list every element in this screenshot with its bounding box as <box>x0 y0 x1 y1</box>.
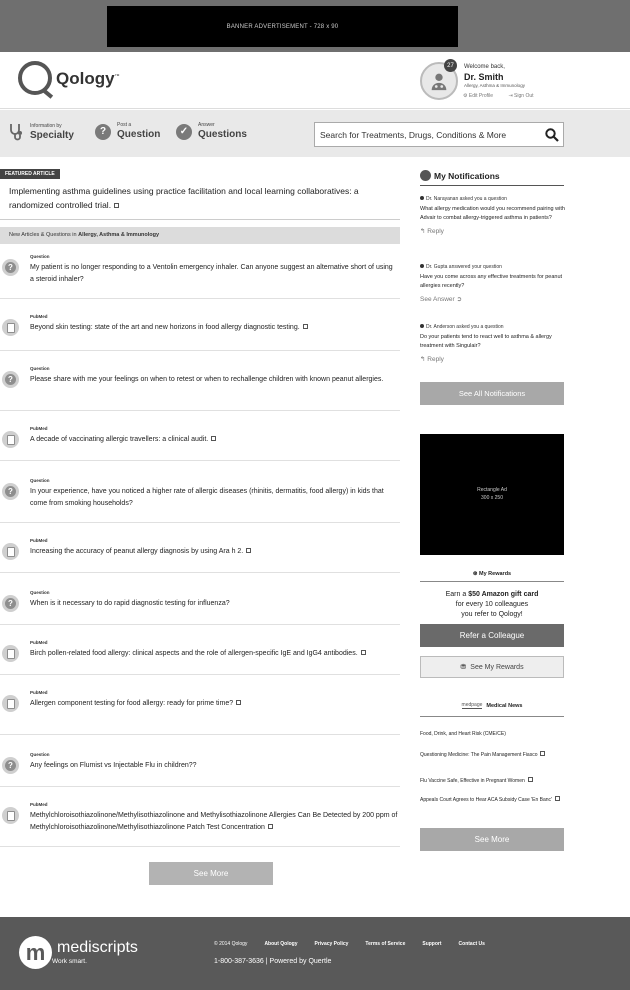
gift-icon: ⛃ <box>460 664 467 671</box>
feed-item-text: Beyond skin testing: state of the art and new horizons in food allergy diagnostic testing. <box>30 324 300 331</box>
divider <box>0 572 400 573</box>
divider <box>0 410 400 411</box>
feed-item-text: Methylchloroisothiazolinone/Methylisothiazolinone and Methylisothiazolinone Allergies Can Be Detected by 200 ppm of Methylchloroisothiazolinone/Methylisothiazolinone Patch Test Concentration <box>30 812 398 831</box>
feed-item-type: PubMed <box>30 802 48 807</box>
divider <box>0 674 400 675</box>
nav-answer-label: Questions <box>198 129 247 140</box>
rect-ad-line2: 300 x 250 <box>481 494 503 501</box>
divider <box>0 298 400 299</box>
feed-item-text: Any feelings on Flumist vs Injectable Flu in children?? <box>30 762 197 769</box>
external-link-icon <box>540 751 545 756</box>
nav-specialty-label: Specialty <box>30 129 74 141</box>
external-link-icon <box>555 796 560 801</box>
site-footer <box>0 917 630 990</box>
qology-logo-icon <box>18 61 52 95</box>
edit-profile-link[interactable]: ⚙ Edit Profile <box>463 93 494 99</box>
section-specialty: Allergy, Asthma & Immunology <box>78 232 160 238</box>
see-my-rewards-button[interactable] <box>420 656 564 678</box>
question-icon: ? <box>2 259 19 276</box>
notifications-title <box>420 170 500 181</box>
reply-link[interactable]: ↰ Reply <box>420 228 444 236</box>
divider <box>0 350 400 351</box>
footer-links <box>214 941 502 947</box>
divider <box>420 716 564 717</box>
feed-item-text: When is it necessary to do rapid diagnostic testing for influenza? <box>30 600 230 607</box>
feed-item-text: Allergen component testing for food allergy: ready for prime time? <box>30 700 234 707</box>
footer-phone-line: 1-800-387-3636 | Powered by Quertle <box>214 958 332 965</box>
mediscripts-tagline: Work smart. <box>52 958 87 965</box>
copyright: © 2014 Qology <box>214 941 248 947</box>
nav-specialty[interactable] <box>8 123 74 141</box>
news-link[interactable] <box>420 731 564 738</box>
medical-news-title: Medical News <box>486 702 523 709</box>
divider <box>0 460 400 461</box>
welcome-text: Welcome back, <box>464 64 505 70</box>
checkmark-icon: ✓ <box>176 124 192 140</box>
edit-profile-label: Edit Profile <box>468 93 494 99</box>
feed-item-text: Please share with me your feelings on when to retest or when to rechallenge children with known peanut allergies. <box>30 376 384 383</box>
refer-colleague-button[interactable]: Refer a Colleague <box>420 624 564 647</box>
rewards-title: ⊛ My Rewards <box>472 571 512 577</box>
qology-logo[interactable] <box>18 61 120 95</box>
news-item-text: Questioning Medicine: The Pain Management Fiasco <box>420 752 538 758</box>
feed-item-type: PubMed <box>30 426 48 431</box>
document-icon <box>2 319 19 336</box>
footer-link-terms[interactable]: Terms of Service <box>365 941 406 947</box>
news-link[interactable] <box>420 751 564 759</box>
see-all-notifications-button[interactable]: See All Notifications <box>420 382 564 405</box>
notification-item[interactable] <box>420 264 566 303</box>
feed-item-text: My patient is no longer responding to a Ventolin emergency inhaler. Can anyone suggest an alternative short of using a steroid inhaler? <box>30 264 393 283</box>
question-icon: ? <box>95 124 111 140</box>
logo-text: Qology <box>56 69 115 88</box>
notification-sender: Dr. Anderson asked you a question <box>420 324 566 330</box>
sign-out-label: Sign Out <box>514 93 534 99</box>
rewards-line1-bold: $50 Amazon gift card <box>468 591 539 598</box>
footer-link-support[interactable]: Support <box>422 941 442 947</box>
question-icon: ? <box>2 371 19 388</box>
notification-sender: Dr. Gupta answered your question <box>420 264 566 270</box>
feed-item-type: PubMed <box>30 314 48 319</box>
mediscripts-logo[interactable] <box>19 936 138 969</box>
external-link-icon <box>528 777 533 782</box>
reply-label: Reply <box>427 228 444 236</box>
news-item-text: Flu Vaccine Safe, Effective in Pregnant Women <box>420 778 525 784</box>
nav-answer-small: Answer <box>198 122 215 128</box>
external-link-icon <box>303 324 308 329</box>
divider <box>0 219 400 220</box>
feed-section-header <box>0 227 400 244</box>
notification-text: Have you come across any effective treatments for peanut allergies recently? <box>420 274 563 289</box>
rewards-line1-pre: Earn a <box>445 591 469 598</box>
footer-link-about[interactable]: About Qology <box>264 941 298 947</box>
feed-item-type: PubMed <box>30 640 48 645</box>
external-link-icon <box>114 203 119 208</box>
divider <box>420 185 564 186</box>
news-item-text: Food, Drink, and Heart Risk (CME/CE) <box>420 731 506 737</box>
notification-sender: Dr. Narayanan asked you a question <box>420 196 566 202</box>
feed-item-type: PubMed <box>30 538 48 543</box>
see-more-button[interactable]: See More <box>149 862 273 885</box>
feed-item-type: Question <box>30 752 50 757</box>
feed-item-type: Question <box>30 590 50 595</box>
document-icon <box>2 543 19 560</box>
banner-advertisement[interactable]: BANNER ADVERTISEMENT - 728 x 90 <box>107 6 458 47</box>
nav-answer-questions[interactable] <box>176 123 247 140</box>
external-link-icon <box>361 650 366 655</box>
notification-text: What allergy medication would you recommend pairing with Advair to combat allergy-triggered asthma in patients? <box>420 206 565 221</box>
news-item-text: Appeals Court Agrees to Hear ACA Subsidy Case 'En Banc' <box>420 797 552 803</box>
notification-item[interactable] <box>420 324 566 363</box>
news-link[interactable] <box>420 796 564 804</box>
feed-item-type: Question <box>30 478 50 483</box>
notifications-title-text: My Notifications <box>434 170 500 181</box>
medical-news-header <box>420 702 564 709</box>
powered-by: Powered by Quertle <box>269 958 332 965</box>
feed-item-text: In your experience, have you noticed a higher rate of allergic diseases (rhinitis, dermatitis, food allergy) in kids that come from smoking households? <box>30 488 384 507</box>
phone-number: 1-800-387-3636 <box>214 958 264 965</box>
search-icon <box>545 128 559 142</box>
nav-post-question[interactable] <box>95 123 160 140</box>
feed-item-type: PubMed <box>30 690 48 695</box>
notification-count-badge[interactable]: 27 <box>444 59 457 72</box>
medpage-logo: medpage <box>461 702 483 708</box>
divider <box>0 522 400 523</box>
section-prefix: New Articles & Questions in <box>9 232 79 238</box>
featured-article-link[interactable] <box>9 185 389 212</box>
rect-ad-line1: Rectangle Ad <box>477 487 507 493</box>
question-icon: ? <box>2 595 19 612</box>
feed-item-text: Birch pollen-related food allergy: clinical aspects and the role of allergen-specific IgE and IgG4 antibodies. <box>30 650 358 657</box>
nav-specialty-small: Information by <box>30 122 62 129</box>
reply-link[interactable]: ↰ Reply <box>420 356 444 364</box>
doctor-icon <box>428 70 450 92</box>
stethoscope-icon <box>8 123 24 141</box>
feed-item-text: Increasing the accuracy of peanut allergy diagnosis by using Ara h 2. <box>30 548 244 555</box>
external-link-icon <box>268 824 273 829</box>
notification-bell-icon <box>420 170 431 181</box>
divider <box>0 846 400 847</box>
divider <box>0 786 400 787</box>
mediscripts-brand: mediscripts <box>57 939 138 956</box>
feed-item-type: Question <box>30 254 50 259</box>
external-link-icon <box>236 700 241 705</box>
mediscripts-logo-icon: m <box>19 936 52 969</box>
divider <box>0 734 400 735</box>
rectangle-advertisement[interactable] <box>420 434 564 555</box>
rewards-line3: you refer to Qology! <box>461 610 523 618</box>
nav-post-label: Question <box>117 129 161 140</box>
news-link[interactable] <box>420 777 564 785</box>
rewards-line2: for every 10 colleagues <box>455 600 529 608</box>
feed-item-text: A decade of vaccinating allergic travellers: a clinical audit. <box>30 436 209 443</box>
document-icon <box>2 645 19 662</box>
search-box <box>314 122 564 147</box>
document-icon <box>2 695 19 712</box>
nav-post-small: Post a <box>117 122 132 128</box>
rewards-title-text: My Rewards <box>479 571 512 577</box>
divider <box>420 581 564 582</box>
divider <box>0 624 400 625</box>
site-header <box>0 52 630 109</box>
rewards-description <box>420 590 564 619</box>
featured-article-title: Implementing asthma guidelines using practice facilitation and local learning collaboratives: a randomized controlled trial. <box>9 186 359 210</box>
see-answer-label: See Answer <box>420 296 455 304</box>
search-input[interactable] <box>315 130 541 140</box>
user-specialty: Allergy, Asthma & Immunology <box>464 83 525 88</box>
external-link-icon <box>211 436 216 441</box>
external-link-icon <box>246 548 251 553</box>
notification-item[interactable] <box>420 196 566 235</box>
document-icon <box>2 431 19 448</box>
feed-item-type: Question <box>30 366 50 371</box>
featured-article-label: FEATURED ARTICLE <box>0 169 60 179</box>
document-icon <box>2 807 19 824</box>
see-answer-link[interactable]: See Answer ➲ <box>420 296 462 304</box>
news-see-more-button[interactable]: See More <box>420 828 564 851</box>
footer-link-privacy[interactable]: Privacy Policy <box>314 941 349 947</box>
see-my-rewards-label: See My Rewards <box>470 663 524 671</box>
reply-label: Reply <box>427 356 444 364</box>
question-icon: ? <box>2 757 19 774</box>
footer-link-contact[interactable]: Contact Us <box>458 941 485 947</box>
notification-text: Do your patients tend to react well to asthma & allergy treatment with Singulair? <box>420 334 552 349</box>
search-button[interactable] <box>541 124 563 146</box>
sign-out-link[interactable]: ⇥ Sign Out <box>508 93 534 99</box>
logo-trademark: ™ <box>114 73 120 80</box>
question-icon: ? <box>2 483 19 500</box>
user-name: Dr. Smith <box>464 72 504 82</box>
profile-links <box>463 93 548 99</box>
